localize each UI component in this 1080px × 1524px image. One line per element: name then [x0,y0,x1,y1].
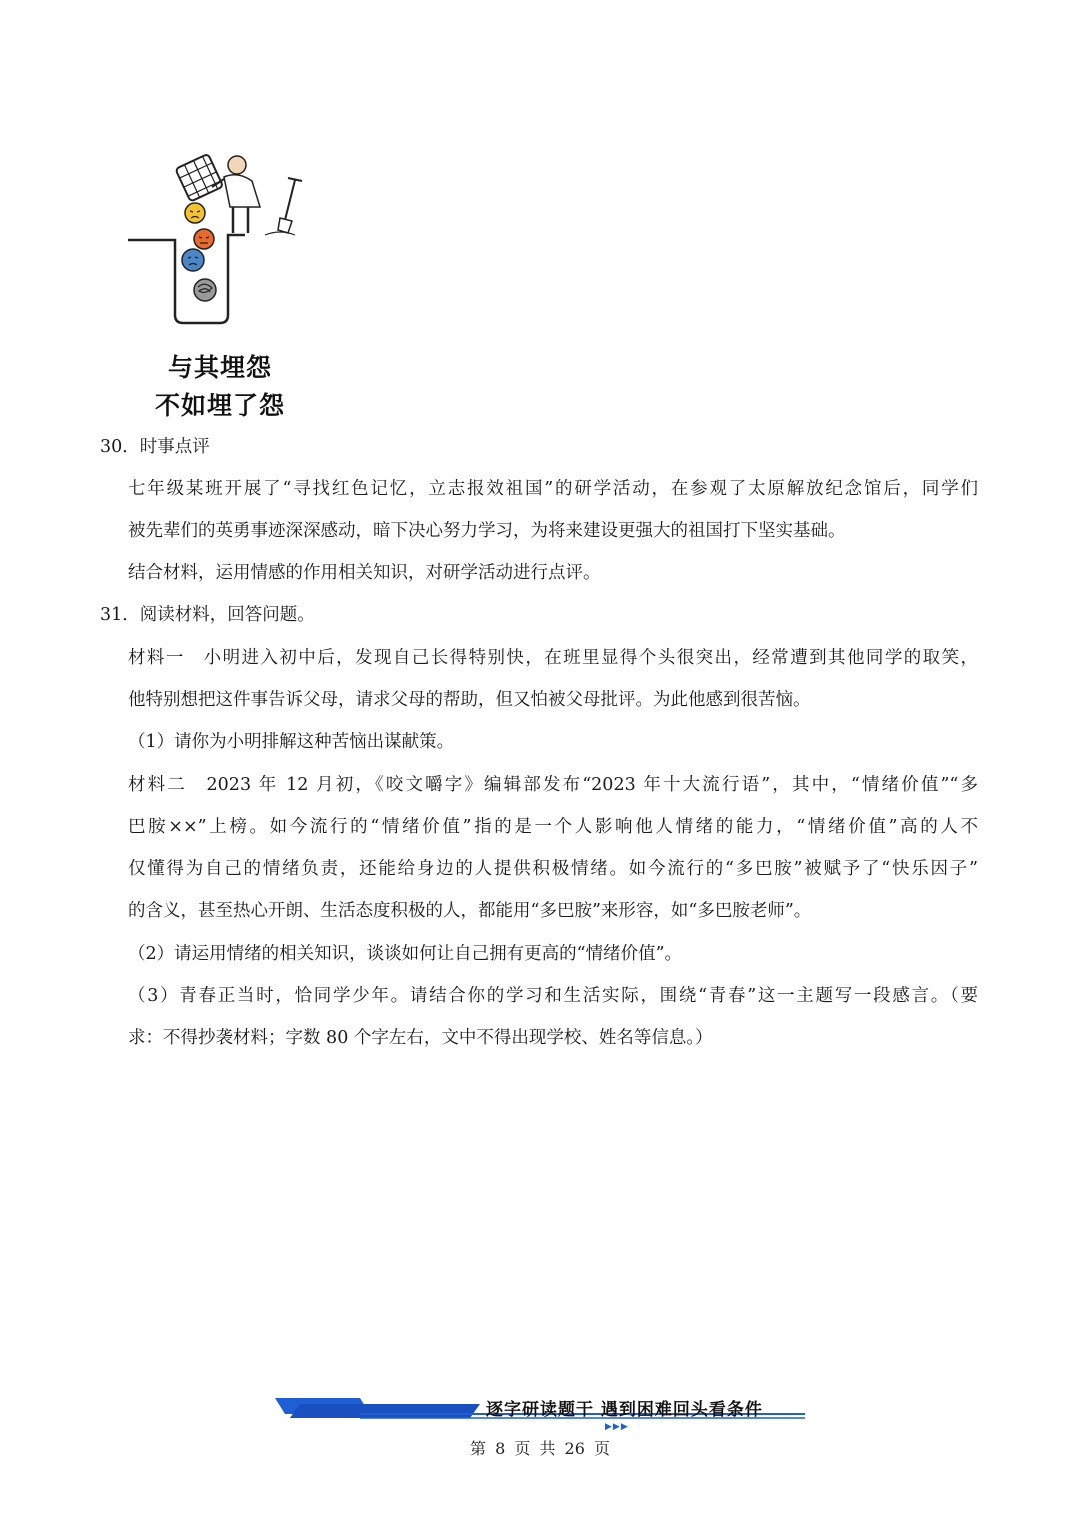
scribble-face-icon [194,279,216,301]
question-31-title: 31．阅读材料，回答问题。 [100,605,315,625]
page-number: 第 8 页 共 26 页 [470,1439,610,1458]
illustration-caption-line1: 与其埋怨 [167,353,272,382]
material-2-line: 材料二 2023 年 12 月初，《咬文嚼字》编辑部发布“2023 年十大流行语”，其中，“情绪价值”“多 [128,775,978,795]
burying-complaints-illustration [120,145,320,330]
sub-question-1: （1）请你为小明排解这种苦恼出谋献策。 [128,732,455,752]
material-2-line: 巴胺××”上榜。如今流行的“情绪价值”指的是一个人影响他人情绪的能力，“情绪价值”高的人不 [128,817,978,837]
pit-outline-icon [128,235,245,323]
question-30-material-line: 被先辈们的英勇事迹深深感动，暗下决心努力学习，为将来建设更强大的祖国打下坚实基础。 [128,521,846,541]
material-2-line: 的含义，甚至热心开朗、生活态度积极的人，都能用“多巴胺”来形容，如“多巴胺老师”。 [128,901,812,921]
angry-face-icon [185,203,205,223]
sub-question-2: （2）请运用情绪的相关知识，谈谈如何让自己拥有更高的“情绪价值”。 [128,944,683,964]
basket-icon [175,154,223,202]
sub-question-3-line: 求：不得抄袭材料；字数 80 个字左右，文中不得出现学校、姓名等信息。） [128,1028,713,1048]
footer-slogan: 逐字研读题干 遇到困难回头看条件 [486,1400,763,1420]
shovel-icon [278,178,302,233]
material-2-line: 仅懂得为自己的情绪负责，还能给身边的人提供积极情绪。如今流行的“多巴胺”被赋予了“快乐因子” [128,859,978,879]
illustration-caption-line2: 不如埋了怨 [154,391,285,420]
arrow-decoration-icon: ▶▶▶ [605,1422,629,1432]
question-30-title: 30．时事点评 [100,437,210,457]
person-icon [212,156,260,233]
frustrated-face-icon [194,229,214,249]
sad-face-icon [182,249,204,271]
material-1-line: 材料一 小明进入初中后，发现自己长得特别快，在班里显得个头很突出，经常遭到其他同学的取笑， [128,648,978,668]
question-30-material-line: 七年级某班开展了“寻找红色记忆，立志报效祖国”的研学活动，在参观了太原解放纪念馆后，同学们 [128,479,978,499]
sub-question-3-line: （3）青春正当时，恰同学少年。请结合你的学习和生活实际，围绕“青春”这一主题写一段感言。（要 [128,986,978,1006]
material-1-line: 他特别想把这件事告诉父母，请求父母的帮助，但又怕被父母批评。为此他感到很苦恼。 [128,690,811,710]
question-30-task: 结合材料，运用情感的作用相关知识，对研学活动进行点评。 [128,563,601,583]
